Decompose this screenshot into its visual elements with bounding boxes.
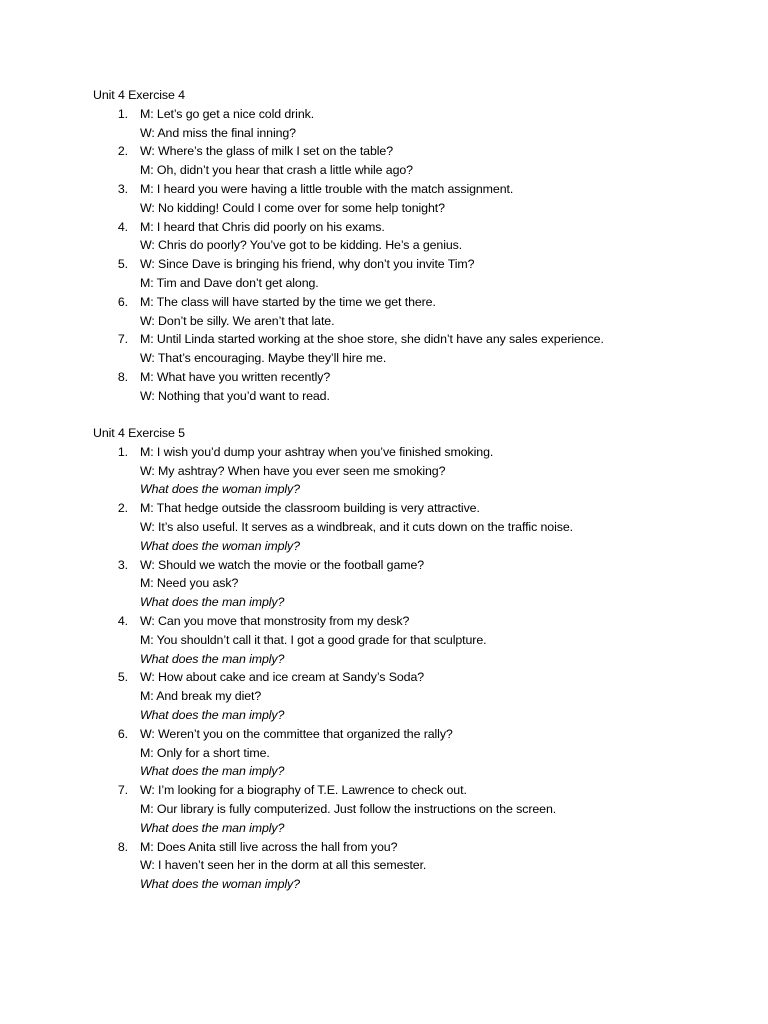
- list-item: [93, 255, 733, 293]
- list-item: [93, 293, 733, 331]
- dialogue-line: W: No kidding! Could I come over for some help tonight?: [140, 200, 445, 215]
- question-line: What does the man imply?: [140, 651, 285, 666]
- dialogue-line: W: My ashtray? When have you ever seen me smoking?: [140, 463, 446, 478]
- item-number: 8.: [117, 839, 128, 854]
- dialogue-line: M: The class will have started by the time we get there.: [140, 294, 436, 309]
- item-number: 2.: [117, 144, 128, 159]
- item-number: 5.: [117, 670, 128, 685]
- item-number: 7.: [117, 332, 128, 347]
- dialogue-line: W: I’m looking for a biography of T.E. Lawrence to check out.: [140, 783, 467, 798]
- list-item: [93, 556, 733, 612]
- question-line: What does the woman imply?: [140, 538, 300, 553]
- dialogue-line: M: You shouldn’t call it that. I got a good grade for that sculpture.: [140, 632, 487, 647]
- dialogue-line: M: And break my diet?: [140, 689, 262, 704]
- question-line: What does the man imply?: [140, 707, 285, 722]
- question-line: What does the woman imply?: [140, 877, 300, 892]
- list-item: [93, 443, 733, 499]
- list-item: [93, 368, 733, 406]
- question-line: What does the man imply?: [140, 820, 285, 835]
- dialogue-line: M: Only for a short time.: [140, 745, 270, 760]
- dialogue-line: W: I haven’t seen her in the dorm at all this semester.: [140, 858, 427, 873]
- item-number: 4.: [117, 613, 128, 628]
- item-number: 1.: [117, 444, 128, 459]
- section-title: Unit 4 Exercise 5: [93, 426, 185, 440]
- dialogue-line: M: Tim and Dave don’t get along.: [140, 275, 319, 290]
- dialogue-line: W: Should we watch the movie or the football game?: [140, 557, 425, 572]
- list-item: [93, 725, 733, 781]
- dialogue-line: M: Our library is fully computerized. Just follow the instructions on the screen.: [140, 801, 557, 816]
- dialogue-line: W: Can you move that monstrosity from my desk?: [140, 613, 410, 628]
- dialogue-line: M: Until Linda started working at the shoe store, she didn’t have any sales experience.: [140, 332, 604, 347]
- list-item: [93, 330, 733, 368]
- list-item: [93, 105, 733, 143]
- dialogue-line: M: I wish you’d dump your ashtray when you’ve finished smoking.: [140, 444, 494, 459]
- item-number: 5.: [117, 257, 128, 272]
- list-item: [93, 142, 733, 180]
- dialogue-line: M: What have you written recently?: [140, 369, 331, 384]
- dialogue-line: M: That hedge outside the classroom building is very attractive.: [140, 501, 480, 516]
- list-item: [93, 781, 733, 837]
- dialogue-line: W: Don’t be silly. We aren’t that late.: [140, 313, 335, 328]
- exercise-4-section: [93, 86, 733, 406]
- dialogue-line: M: Let’s go get a nice cold drink.: [140, 106, 315, 121]
- dialogue-line: M: Need you ask?: [140, 576, 239, 591]
- question-line: What does the woman imply?: [140, 482, 300, 497]
- dialogue-line: M: Does Anita still live across the hall from you?: [140, 839, 398, 854]
- dialogue-line: M: I heard that Chris did poorly on his exams.: [140, 219, 385, 234]
- item-number: 2.: [117, 501, 128, 516]
- item-number: 3.: [117, 557, 128, 572]
- item-number: 7.: [117, 783, 128, 798]
- list-item: [93, 668, 733, 724]
- list-item: [93, 499, 733, 555]
- item-number: 4.: [117, 219, 128, 234]
- section-title: Unit 4 Exercise 4: [93, 88, 185, 102]
- dialogue-line: W: Weren’t you on the committee that organized the rally?: [140, 726, 453, 741]
- question-line: What does the man imply?: [140, 595, 285, 610]
- question-line: What does the man imply?: [140, 764, 285, 779]
- item-number: 6.: [117, 294, 128, 309]
- dialogue-line: W: How about cake and ice cream at Sandy’s Soda?: [140, 670, 425, 685]
- dialogue-line: W: And miss the final inning?: [140, 125, 296, 140]
- list-item: [93, 612, 733, 668]
- dialogue-line: M: Oh, didn’t you hear that crash a little while ago?: [140, 163, 413, 178]
- dialogue-line: W: Chris do poorly? You’ve got to be kidding. He’s a genius.: [140, 238, 463, 253]
- exercise-5-section: [93, 424, 733, 894]
- dialogue-line: W: Where’s the glass of milk I set on the table?: [140, 144, 394, 159]
- dialogue-line: W: It’s also useful. It serves as a windbreak, and it cuts down on the traffic noise.: [140, 519, 573, 534]
- list-item: [93, 218, 733, 256]
- item-number: 6.: [117, 726, 128, 741]
- list-item: [93, 838, 733, 894]
- dialogue-line: M: I heard you were having a little trouble with the match assignment.: [140, 181, 514, 196]
- list-item: [93, 180, 733, 218]
- dialogue-line: W: Since Dave is bringing his friend, why don’t you invite Tim?: [140, 257, 475, 272]
- item-number: 3.: [117, 181, 128, 196]
- dialogue-line: W: Nothing that you’d want to read.: [140, 388, 330, 403]
- item-number: 8.: [117, 369, 128, 384]
- dialogue-line: W: That’s encouraging. Maybe they’ll hire me.: [140, 351, 387, 366]
- item-number: 1.: [117, 106, 128, 121]
